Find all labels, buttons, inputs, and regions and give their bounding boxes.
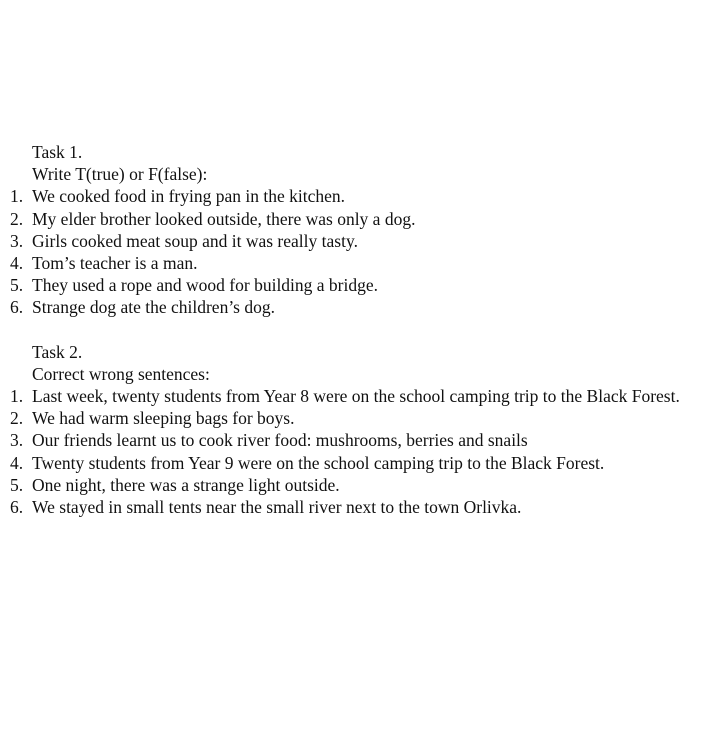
item-text: My elder brother looked outside, there was only a dog. [32, 208, 416, 229]
task-2-title: Task 2. [32, 341, 83, 362]
task-1-section [0, 141, 706, 319]
item-text: Girls cooked meat soup and it was really tasty. [32, 230, 358, 251]
document-body [0, 141, 706, 518]
item-text: Tom’s teacher is a man. [32, 252, 198, 273]
list-item [0, 474, 706, 496]
item-text: They used a rope and wood for building a bridge. [32, 275, 379, 296]
task-2-instruction: Correct wrong sentences: [32, 363, 210, 384]
list-item [0, 274, 706, 296]
list-item [0, 208, 706, 230]
item-number: 5. [10, 474, 24, 495]
item-text: We had warm sleeping bags for boys. [32, 408, 295, 429]
list-item [0, 252, 706, 274]
item-text: Twenty students from Year 9 were on the school camping trip to the Black Forest. [32, 452, 605, 473]
task-2-list [0, 385, 706, 518]
item-number: 3. [10, 430, 24, 451]
list-item [0, 185, 706, 207]
task-2-section [0, 341, 706, 519]
item-number: 6. [10, 496, 24, 517]
item-number: 4. [10, 452, 24, 473]
task-1-instruction: Write T(true) or F(false): [32, 164, 208, 185]
item-number: 6. [10, 297, 24, 318]
task-1-list [0, 185, 706, 318]
item-number: 1. [10, 385, 24, 406]
item-number: 2. [10, 408, 24, 429]
item-text: One night, there was a strange light outside. [32, 474, 340, 495]
item-text: Our friends learnt us to cook river food: mushrooms, berries and snails [32, 430, 528, 451]
list-item [0, 296, 706, 318]
item-number: 2. [10, 208, 24, 229]
list-item [0, 496, 706, 518]
item-text: Strange dog ate the children’s dog. [32, 297, 275, 318]
item-text: We stayed in small tents near the small river next to the town Orlivka. [32, 496, 522, 517]
list-item [0, 407, 706, 429]
item-text: We cooked food in frying pan in the kitchen. [32, 186, 346, 207]
list-item [0, 230, 706, 252]
task-1-title: Task 1. [32, 142, 83, 162]
item-number: 4. [10, 252, 24, 273]
item-text: Last week, twenty students from Year 8 were on the school camping trip to the Black Forest. [32, 385, 680, 406]
item-number: 1. [10, 186, 24, 207]
item-number: 5. [10, 275, 24, 296]
list-item [0, 452, 706, 474]
list-item [0, 429, 706, 451]
item-number: 3. [10, 230, 24, 251]
list-item [0, 385, 706, 407]
